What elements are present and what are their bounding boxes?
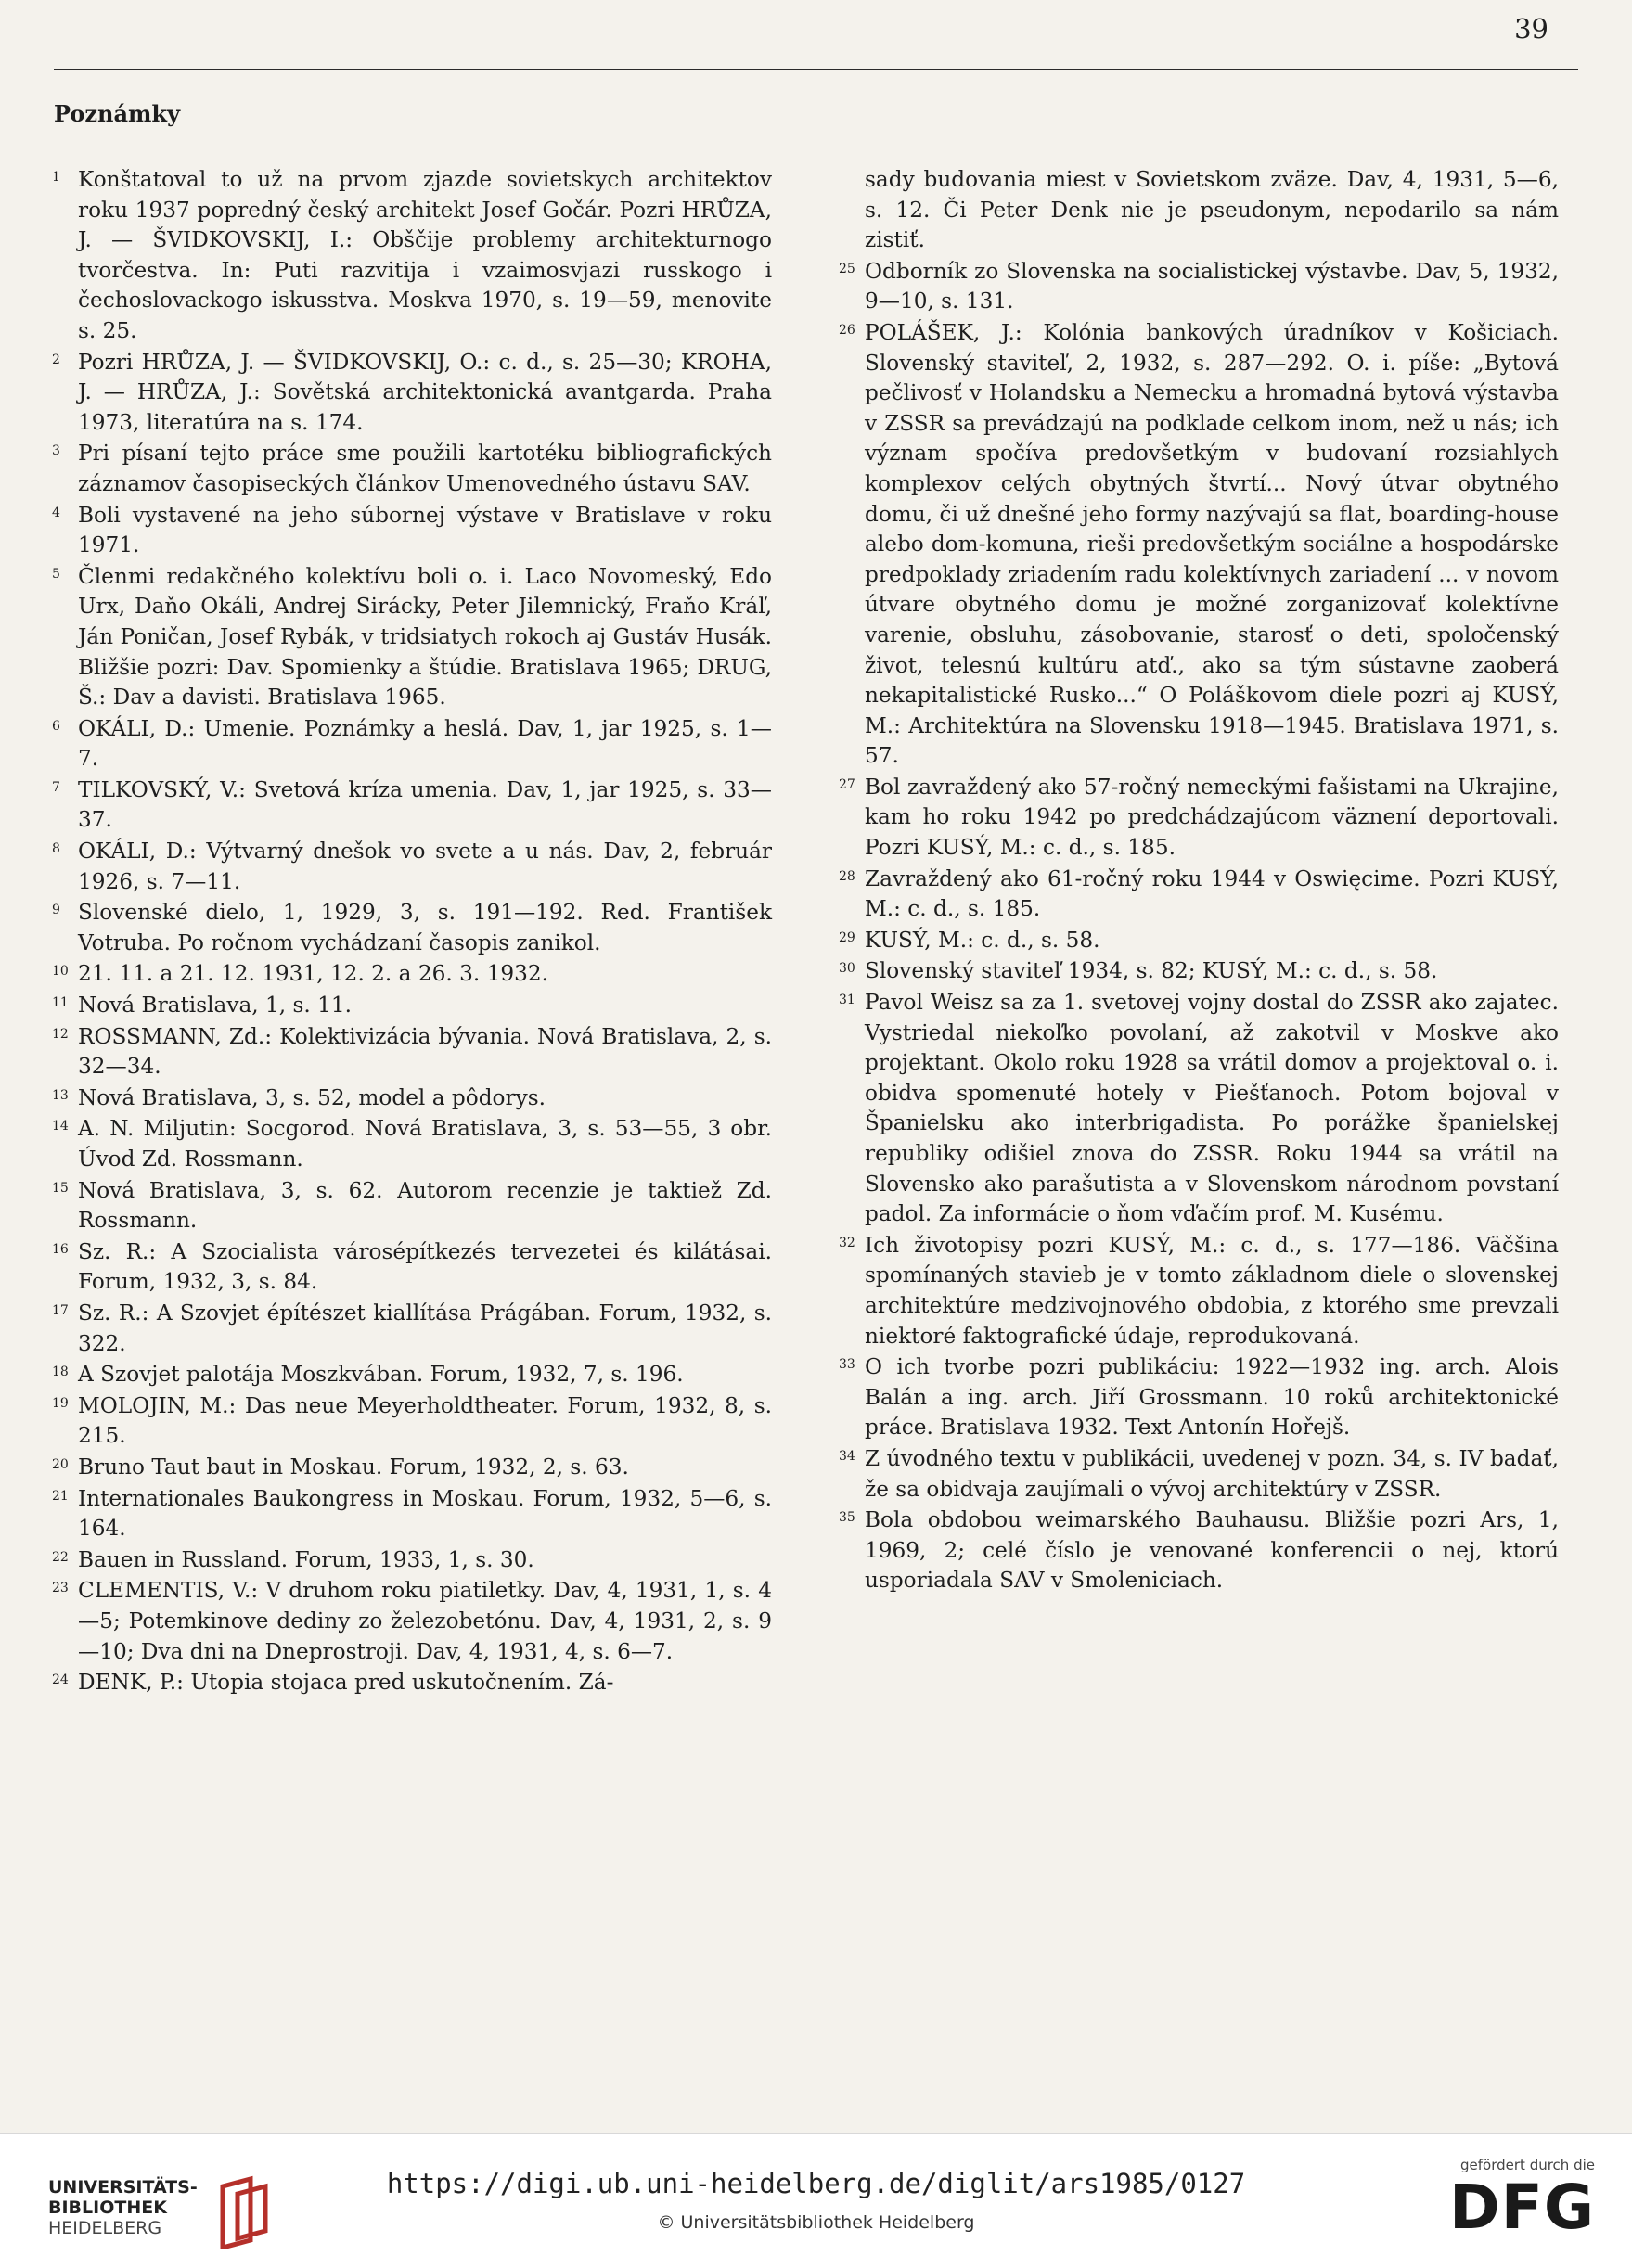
footnote-text: sady budovania miest v Sovietskom zväze. Dav, 4, 1931, 5—6, s. 12. Či Peter Denk nie je pseudonym, nepodarilo sa nám zistiť. xyxy=(865,167,1559,253)
footnote-number: 10 xyxy=(52,964,69,980)
footnote-number: 21 xyxy=(52,1488,69,1504)
footnote xyxy=(839,773,1559,864)
footnote xyxy=(52,165,772,347)
footnote-text: Ich životopisy pozri KUSÝ, M.: c. d., s. 177—186. Väčšina spomínaných stavieb je v tomto základnom diele o slovenskej architektúre medzivojnového obdobia, z ktorého sme prevzali niektoré faktografické údaje, reprodukovaná. xyxy=(865,1232,1559,1349)
footnote-text: Pozri HRŮZA, J. — ŠVIDKOVSKIJ, O.: c. d., s. 25—30; KROHA, J. — HRŮZA, J.: Sovětská architektonická avantgarda. Praha 1973, literatúra na s. 174. xyxy=(78,349,772,435)
footnote-number: 14 xyxy=(52,1119,69,1134)
footnote-number: 35 xyxy=(839,1510,855,1526)
footnote-text: A Szovjet palotája Moszkvában. Forum, 1932, 7, s. 196. xyxy=(78,1362,684,1388)
footnote-number: 7 xyxy=(52,779,60,795)
footnote-number: 17 xyxy=(52,1302,69,1318)
footnote-number: 13 xyxy=(52,1087,69,1103)
footnote-number: 32 xyxy=(839,1235,855,1250)
footnote xyxy=(839,988,1559,1230)
footnote-number: 15 xyxy=(52,1180,69,1196)
footnote-number: 26 xyxy=(839,322,855,338)
footnote xyxy=(52,1022,772,1083)
footnote-number: 12 xyxy=(52,1026,69,1042)
footnote-number: 19 xyxy=(52,1395,69,1411)
footnote xyxy=(839,1444,1559,1505)
footnote-text: Z úvodného textu v publikácii, uvedenej v pozn. 34, s. IV badať, že sa obidvaja zaujímali o vývoj architektúry v ZSSR. xyxy=(865,1445,1559,1502)
footnote xyxy=(52,501,772,561)
footnote-number: 25 xyxy=(839,261,855,276)
footnote-text: CLEMENTIS, V.: V druhom roku piatiletky. Dav, 4, 1931, 1, s. 4—5; Potemkinove dediny zo železobetónu. Dav, 4, 1931, 2, s. 9—10; Dva dni na Dneprostroji. Dav, 4, 1931, 4, s. 6—7. xyxy=(78,1578,772,1664)
logo-line-3: HEIDELBERG xyxy=(48,2218,162,2238)
footnote-number: 4 xyxy=(52,505,60,520)
footnote-text: KUSÝ, M.: c. d., s. 58. xyxy=(865,927,1100,953)
footnote-text: Nová Bratislava, 1, s. 11. xyxy=(78,993,353,1019)
footnote-number: 2 xyxy=(52,352,60,367)
footnote-text: Bruno Taut baut in Moskau. Forum, 1932, 2, s. 63. xyxy=(78,1454,629,1480)
footnote-number: 30 xyxy=(839,961,855,977)
footnote-text: MOLOJIN, M.: Das neue Meyerholdtheater. Forum, 1932, 8, s. 215. xyxy=(78,1392,772,1449)
footnote xyxy=(52,348,772,439)
footnote xyxy=(52,1545,772,1576)
footnote-number: 27 xyxy=(839,776,855,792)
footnote-number: 5 xyxy=(52,566,60,582)
footnote xyxy=(839,865,1559,925)
footnote-number: 9 xyxy=(52,903,60,918)
footnote-number: 22 xyxy=(52,1549,69,1565)
footnote-text: Slovenské dielo, 1, 1929, 3, s. 191—192. Red. František Votruba. Po ročnom vychádzaní časopis zanikol. xyxy=(78,900,772,955)
footnote xyxy=(52,1484,772,1544)
footnote xyxy=(839,956,1559,987)
footnote xyxy=(52,439,772,499)
footnote xyxy=(52,1176,772,1237)
footnote-number: 23 xyxy=(52,1581,69,1596)
footnote-text: OKÁLI, D.: Výtvarný dnešok vo svete a u nás. Dav, 2, február 1926, s. 7—11. xyxy=(78,839,772,894)
footnote-number: 6 xyxy=(52,718,60,734)
footnote xyxy=(52,775,772,836)
footnote-text: O ich tvorbe pozri publikáciu: 1922—1932 ing. arch. Alois Balán a ing. arch. Jiří Grossmann. 10 roků architektonické práce. Bratislava 1932. Text Antonín Hořejš. xyxy=(865,1354,1559,1441)
footnote-text: Bauen in Russland. Forum, 1933, 1, s. 30. xyxy=(78,1546,534,1572)
footnote xyxy=(839,926,1559,956)
footnote-text: POLÁŠEK, J.: Kolónia bankových úradníkov v Košiciach. Slovenský staviteľ, 2, 1932, s. 287—292. O. i. píše: „Bytová pečlivosť v Holandsku a Nemecku a hromadná bytová výstavba v ZSSR sa prevádzajú na podklade celkom inom, než u nás; ich význam spočíva predovšetkým v budovaní rozsiahlych komplexov celých obytných štvrtí... Nový útvar obytného domu, či už dnešné jeho formy nazývajú sa flat, boarding-house alebo dom-komuna, rieši predovšetkým sociálne a hospodárske predpoklady zriadením radu kolektívnych zariadení ... v novom útvare obytného domu je možné zorganizovať kolektívne varenie, obsluhu, zásobovanie, starosť o deti, spoločenský život, telesnú kultúru atď., ako sa tým sústavne zaoberá nekapitalistické Rusko...“ O Poláškovom diele pozri aj KUSÝ, M.: Architektúra na Slovensku 1918—1945. Bratislava 1971, s. 57. xyxy=(865,319,1559,769)
footnote xyxy=(839,165,1559,256)
footnote-number: 20 xyxy=(52,1456,69,1472)
footnote xyxy=(52,714,772,775)
footnote xyxy=(52,1299,772,1359)
footnote xyxy=(52,562,772,713)
source-url[interactable]: https://digi.ub.uni-heidelberg.de/diglit/ars1985/0127 xyxy=(386,2168,1246,2199)
footnote-text: A. N. Miljutin: Socgorod. Nová Bratislava, 3, s. 53—55, 3 obr. Úvod Zd. Rossmann. xyxy=(78,1116,772,1172)
footnote-text: Pavol Weisz sa za 1. svetovej vojny dostal do ZSSR ako zajatec. Vystriedal niekoľko povolaní, až zakotvil v Moskve ako projektant. Okolo roku 1928 sa vrátil domov a projektoval o. i. obidva spomenuté hotely v Piešťanoch. Potom bojoval v Španielsku ako interbrigadista. Po porážke španielskej republiky odišiel znova do ZSSR. Roku 1944 sa vrátil na Slovensko ako parašutista a v Slovenskom národnom povstaní padol. Za informácie o ňom vďačím prof. M. Kusému. xyxy=(865,990,1559,1227)
footnote-text: Konštatoval to už na prvom zjazde sovietskych architektov roku 1937 popredný český architekt Josef Gočár. Pozri HRŮZA, J. — ŠVIDKOVSKIJ, I.: Obščije problemy architekturnogo tvorčestva. In: Puti razvitija i vzaimosvjazi russkogo i čechoslovackogo iskusstva. Moskva 1970, s. 19—59, menovite s. 25. xyxy=(78,167,772,343)
footnote-number: 1 xyxy=(52,170,60,185)
footnote xyxy=(52,991,772,1021)
footnote xyxy=(839,1506,1559,1596)
logo-line-2: BIBLIOTHEK xyxy=(48,2198,167,2218)
top-rule xyxy=(54,69,1578,70)
footnote-number: 18 xyxy=(52,1365,69,1380)
footnote xyxy=(52,898,772,958)
footnote-number: 24 xyxy=(52,1672,69,1688)
dfg-block[interactable] xyxy=(1448,2157,1595,2243)
footnote xyxy=(839,257,1559,317)
footnote xyxy=(52,1237,772,1298)
footnote-number: 31 xyxy=(839,993,855,1008)
footnote-text: Internationales Baukongress in Moskau. Forum, 1932, 5—6, s. 164. xyxy=(78,1485,772,1542)
footnote-text: Sz. R.: A Szocialista városépítkezés tervezetei és kilátásai. Forum, 1932, 3, s. 84. xyxy=(78,1238,772,1295)
footer xyxy=(0,2133,1632,2268)
footnote xyxy=(52,1453,772,1483)
footnote-text: Pri písaní tejto práce sme použili kartotéku bibliografických záznamov časopiseckých článkov Umenovedného ústavu SAV. xyxy=(78,441,772,496)
footnote-text: OKÁLI, D.: Umenie. Poznámky a heslá. Dav, 1, jar 1925, s. 1—7. xyxy=(78,715,772,772)
footnote-text: Nová Bratislava, 3, s. 52, model a pôdorys. xyxy=(78,1084,546,1110)
footnote xyxy=(52,1668,772,1698)
footnote-text: Členmi redakčného kolektívu boli o. i. Laco Novomeský, Edo Urx, Daňo Okáli, Andrej Sirácky, Peter Jilemnický, Fraňo Kráľ, Ján Poničan, Josef Rybák, v tridsiatych rokoch aj Gustáv Husák. Bližšie pozri: Dav. Spomienky a štúdie. Bratislava 1965; DRUG, Š.: Dav a davisti. Bratislava 1965. xyxy=(78,563,772,711)
page-number: 39 xyxy=(1514,13,1548,45)
footnote-number: 11 xyxy=(52,995,69,1011)
notes-column-right xyxy=(839,165,1559,1597)
footnote-text: TILKOVSKÝ, V.: Svetová kríza umenia. Dav, 1, jar 1925, s. 33—37. xyxy=(78,776,772,833)
footnote-text: Nová Bratislava, 3, s. 62. Autorom recenzie je taktiež Zd. Rossmann. xyxy=(78,1177,772,1234)
footnote xyxy=(52,1083,772,1114)
footnote xyxy=(52,1391,772,1452)
footnote-number: 34 xyxy=(839,1448,855,1464)
logo-line-1: UNIVERSITÄTS- xyxy=(48,2177,198,2198)
footnote-number: 29 xyxy=(839,929,855,945)
footnote xyxy=(52,1114,772,1174)
footnote-text: ROSSMANN, Zd.: Kolektivizácia bývania. Nová Bratislava, 2, s. 32—34. xyxy=(78,1023,772,1080)
copyright: © Universitätsbibliothek Heidelberg xyxy=(657,2212,975,2233)
dfg-caption: gefördert durch die xyxy=(1460,2157,1595,2173)
footnote-text: Bol zavraždený ako 57-ročný nemeckými fašistami na Ukrajine, kam ho roku 1942 po predchádzajúcom väznení deportovali. Pozri KUSÝ, M.: c. d., s. 185. xyxy=(865,774,1559,861)
footnote xyxy=(52,837,772,897)
footnote-text: Sz. R.: A Szovjet építészet kiallítása Prágában. Forum, 1932, s. 322. xyxy=(78,1300,772,1356)
footnote-text: Bola obdobou weimarského Bauhausu. Bližšie pozri Ars, 1, 1969, 2; celé číslo je venované konferencii o nej, ktorú usporiadala SAV v Smoleniciach. xyxy=(865,1507,1559,1594)
footnote-text: 21. 11. a 21. 12. 1931, 12. 2. a 26. 3. 1932. xyxy=(78,961,548,987)
notes-heading: Poznámky xyxy=(54,100,181,127)
footnote-text: Slovenský staviteľ 1934, s. 82; KUSÝ, M.: c. d., s. 58. xyxy=(865,958,1438,984)
footnote xyxy=(52,959,772,990)
footnote-number: 8 xyxy=(52,841,60,857)
footnote-number: 16 xyxy=(52,1241,69,1257)
footnote-text: DENK, P.: Utopia stojaca pred uskutočnením. Zá- xyxy=(78,1670,614,1696)
footnote-text: Odborník zo Slovenska na socialistickej výstavbe. Dav, 5, 1932, 9—10, s. 131. xyxy=(865,258,1559,314)
footnote-number: 3 xyxy=(52,443,60,459)
footnote xyxy=(52,1360,772,1390)
dfg-logo: DFG xyxy=(1448,2172,1595,2243)
footnote-number: 28 xyxy=(839,868,855,884)
footnote-text: Zavraždený ako 61-ročný roku 1944 v Oswięcime. Pozri KUSÝ, M.: c. d., s. 185. xyxy=(865,865,1559,922)
footnote xyxy=(839,1231,1559,1352)
footnote xyxy=(839,318,1559,772)
footnote-text: Boli vystavené na jeho súbornej výstave v Bratislave v roku 1971. xyxy=(78,502,772,558)
footnote xyxy=(52,1576,772,1667)
footnote-number: 33 xyxy=(839,1357,855,1373)
footnote xyxy=(839,1352,1559,1443)
notes-column-left xyxy=(52,165,772,1699)
